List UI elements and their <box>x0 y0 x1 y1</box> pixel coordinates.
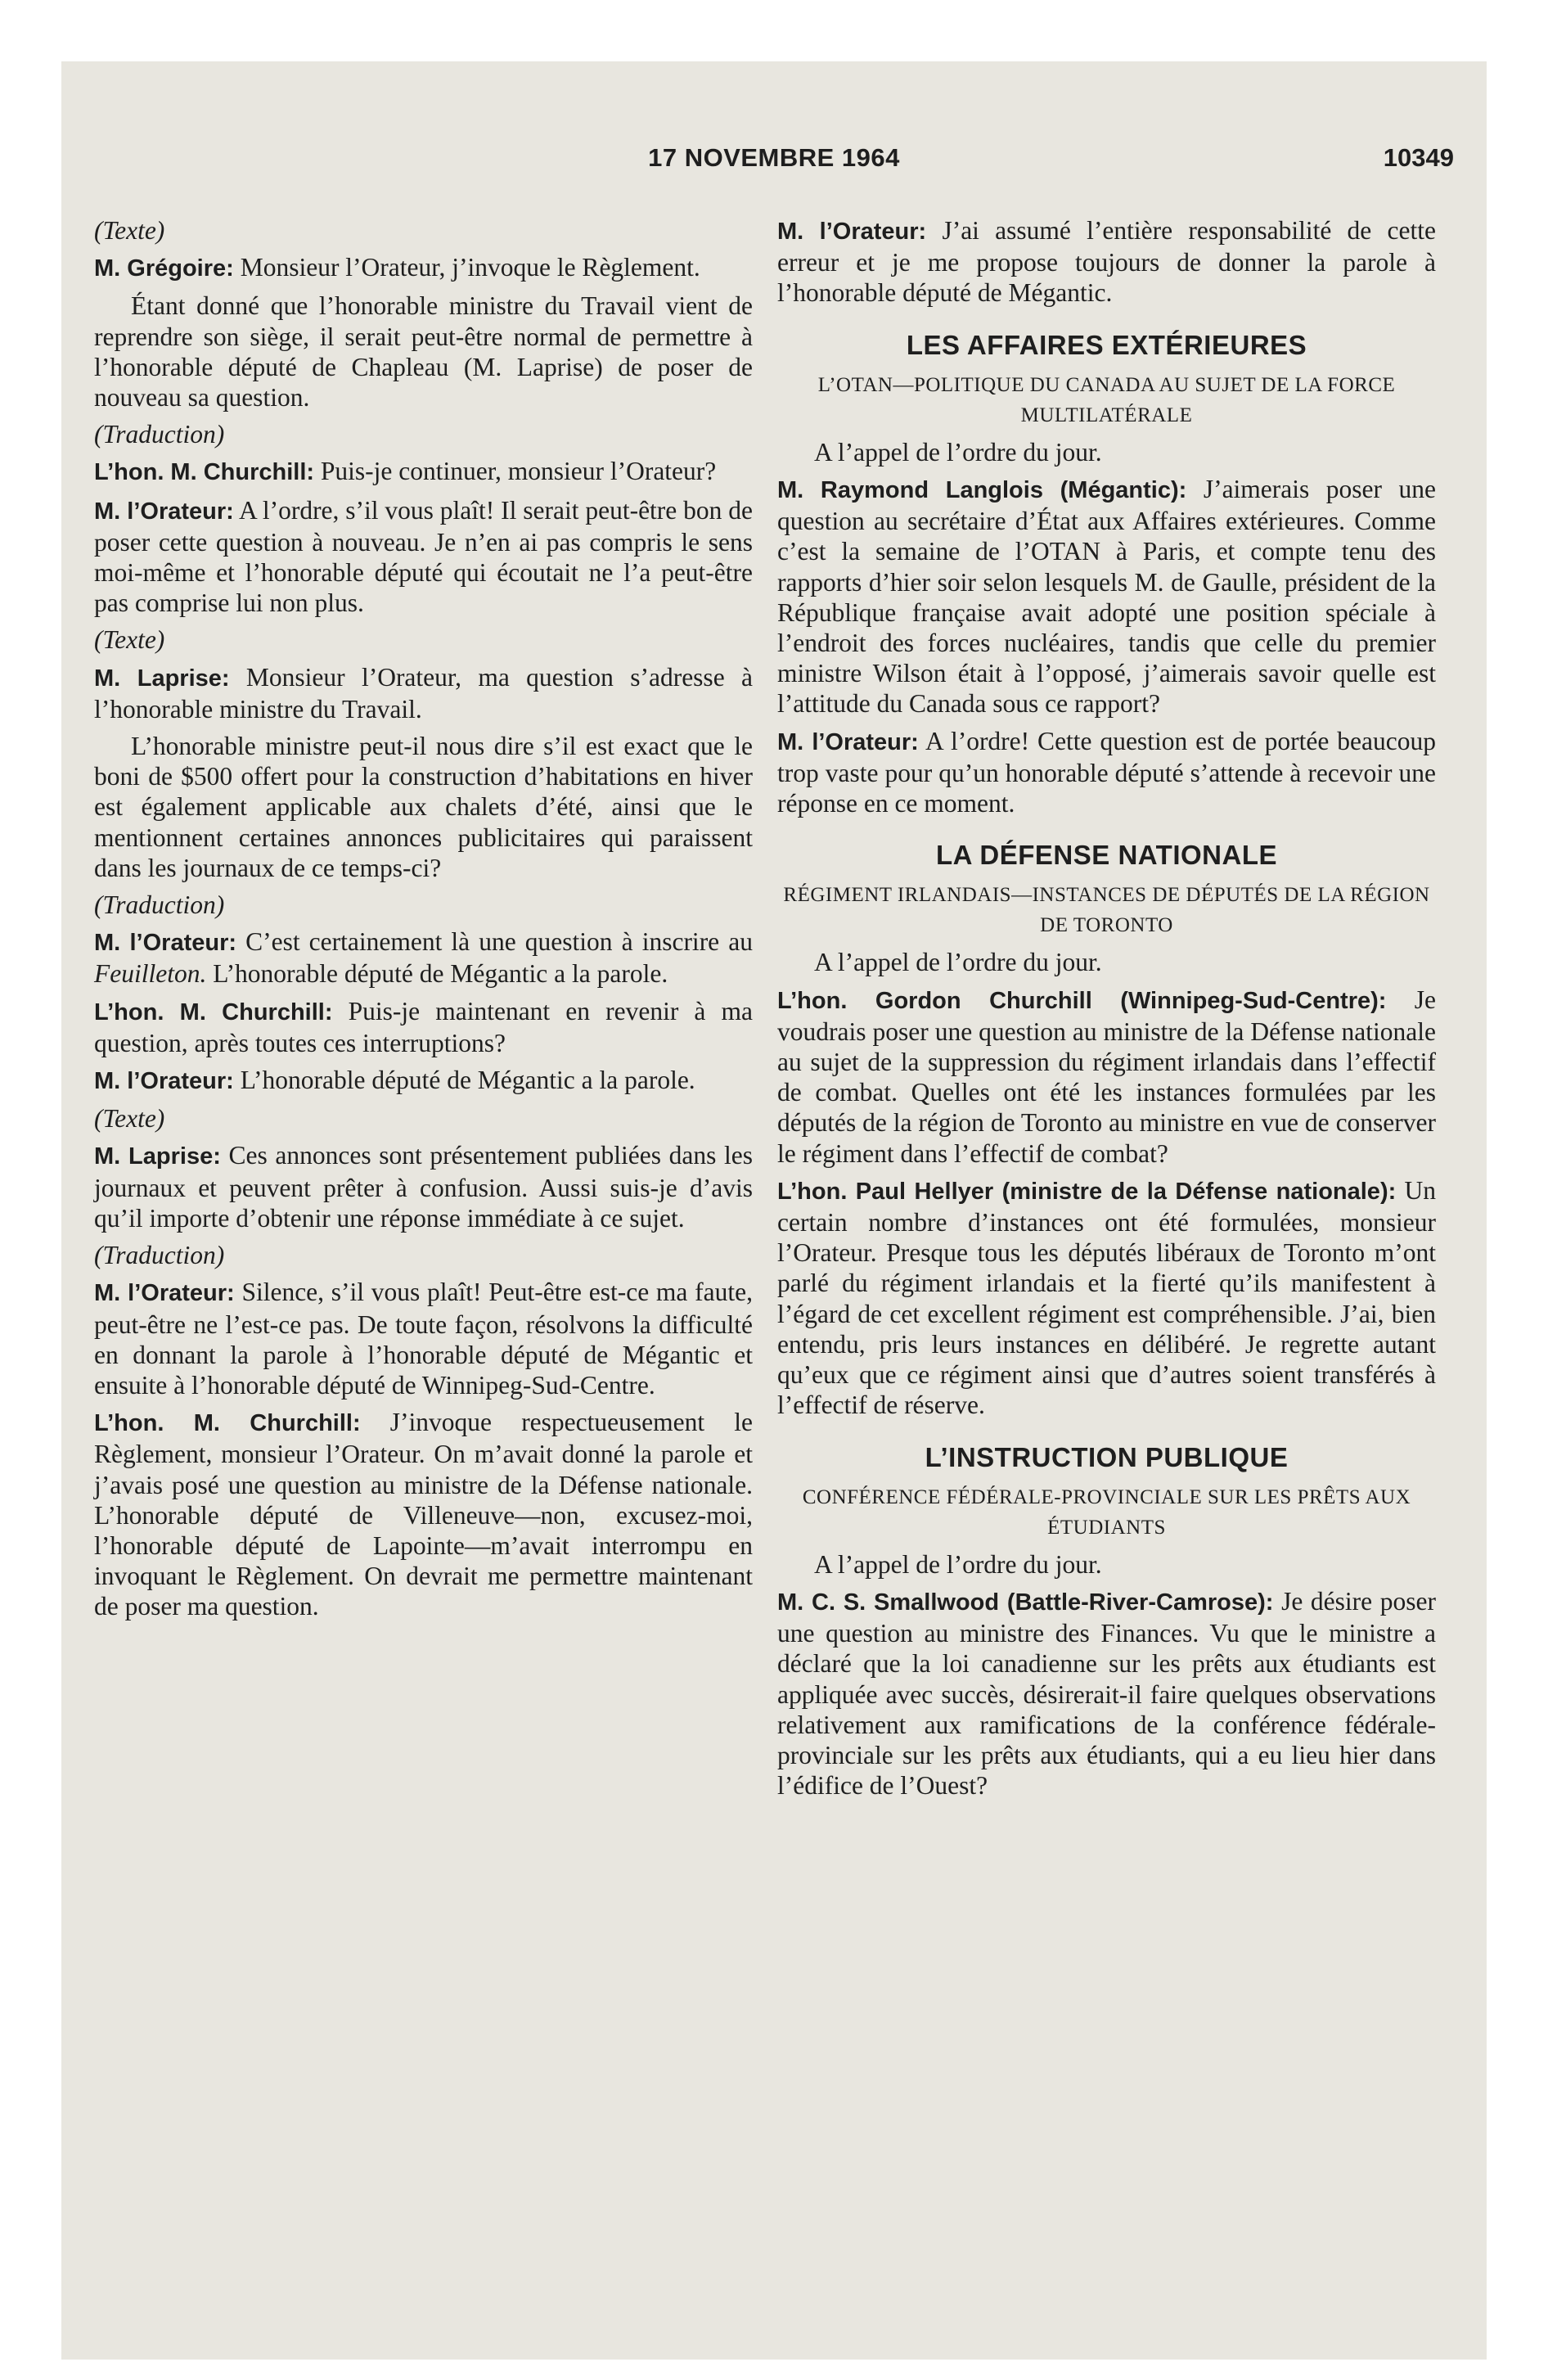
speech-paragraph: Étant donné que l’honorable ministre du Travail vient de reprendre son siège, il serait peut-être normal de permettre à l’honorable député de Chapleau (M. Laprise) de poser de nouveau sa question. <box>94 291 753 412</box>
speech-paragraph <box>94 252 753 284</box>
section-heading: LES AFFAIRES EXTÉRIEURES <box>906 329 1307 360</box>
speech-paragraph <box>94 662 753 724</box>
speech-text: L’honorable député de Mégantic a la parole. <box>233 1066 695 1095</box>
speech-paragraph <box>94 1140 753 1233</box>
speech-text: C’est certainement là une question à inscrire au <box>236 927 753 957</box>
speech-paragraph <box>94 495 753 619</box>
left-column <box>94 215 753 1629</box>
speech-paragraph <box>94 1065 753 1097</box>
speech-text: Monsieur l’Orateur, ma question s’adresse à l’honorable ministre du Travail. <box>94 662 753 723</box>
speaker-name: M. C. S. Smallwood (Battle-River-Camrose): <box>777 1589 1274 1616</box>
speaker-name: M. Laprise: <box>94 1143 221 1170</box>
header-date: 17 NOVEMBRE 1964 <box>648 143 900 172</box>
speech-paragraph: L’honorable ministre peut-il nous dire s’il est exact que le boni de $500 offert pour la construction d’habitations en hiver est également applicable aux chalets d’été, ainsi que le mentionnent certaines annonces publicitaires qui paraissent dans les journaux de ce temps-ci? <box>94 732 753 882</box>
speech-text: Je désire poser une question au ministre des Finances. Vu que le ministre a déclaré que la loi canadienne sur les prêts aux étudiants est appliquée avec succès, désirerait-il faire quelques observations relativement aux ramifications de la conférence fédérale-provinciale sur les prêts aux étudiants, qui a eu lieu hier dans l’édifice de l’Ouest? <box>777 1586 1436 1801</box>
speech-text: Monsieur l’Orateur, j’invoque le Règlement. <box>233 253 700 282</box>
speech-paragraph: A l’appel de l’ordre du jour. <box>814 1549 1102 1579</box>
speech-text: J’aimerais poser une question au secrétaire d’État aux Affaires extérieures. Comme c’est la semaine de l’OTAN à Paris, et compte tenu des rapports d’hier soir selon lesquels M. de Gaulle, président de la République française avait adopté une position spéciale à l’endroit des forces nucléaires, tandis que celle du premier ministre Wilson était à l’opposé, j’aimerais savoir quelle est l’attitude du Canada sous ce rapport? <box>777 475 1436 719</box>
speech-paragraph <box>94 1277 753 1400</box>
speaker-name: L’hon. Gordon Churchill (Winnipeg-Sud-Centre): <box>777 987 1387 1014</box>
speaker-name: M. l’Orateur: <box>94 1280 235 1307</box>
page-number: 10349 <box>1383 143 1454 172</box>
speech-text: Un certain nombre d’instances ont été formulées, monsieur l’Orateur. Presque tous les députés libéraux de Toronto m’ont parlé du régiment irlandais et la fierté qu’ils manifestent à l’égard de cet excellent régiment est compréhensible. J’ai, bien entendu, pris leurs instances en délibéré. Je regrette autant qu’eux que ce régiment ainsi que d’autres soient transférés à l’effectif de réserve. <box>777 1175 1437 1420</box>
speech-text: Silence, s’il vous plaît! Peut-être est-ce ma faute, peut-être ne l’est-ce pas. De toute façon, résolvons la difficulté en donnant la parole à l’honorable député de Mégantic et ensuite à l’honorable député de Winnipeg-Sud-Centre. <box>94 1278 753 1400</box>
speaker-name: M. l’Orateur: <box>94 498 234 525</box>
speaker-name: M. l’Orateur: <box>777 728 919 755</box>
speech-paragraph <box>777 1586 1436 1801</box>
right-column <box>777 215 1436 1807</box>
speech-text: A l’ordre! Cette question est de portée beaucoup trop vaste pour qu’un honorable député s’attende à recevoir une réponse en ce moment. <box>777 726 1436 818</box>
speech-paragraph <box>777 474 1436 719</box>
language-tag: (Traduction) <box>94 890 225 920</box>
section-heading: L’INSTRUCTION PUBLIQUE <box>925 1441 1289 1472</box>
speaker-name: M. l’Orateur: <box>94 930 237 957</box>
speech-text: A l’ordre, s’il vous plaît! Il serait peut-être bon de poser cette question à nouveau. Je n’en ai pas compris le sens moi-même et l’honorable député qui écoutait ne l’a peut-être pas comprise lui non plus. <box>94 495 754 618</box>
speech-paragraph: A l’appel de l’ordre du jour. <box>814 948 1102 977</box>
document-page <box>61 61 1487 2360</box>
speech-text: J’ai assumé l’entière responsabilité de cette erreur et je me propose toujours de donner la parole à l’honorable député de Mégantic. <box>777 216 1436 308</box>
speech-paragraph <box>777 726 1436 819</box>
speech-text: Ces annonces sont présentement publiées dans les journaux et peuvent prêter à confusion. Aussi suis-je d’avis qu’il importe d’obtenir une réponse immédiate à ce sujet. <box>94 1141 753 1233</box>
speaker-name: L’hon. Paul Hellyer (ministre de la Défense nationale): <box>777 1178 1397 1205</box>
speech-paragraph <box>94 456 753 488</box>
speech-text: Puis-je continuer, monsieur l’Orateur? <box>314 457 717 486</box>
section-subheading: CONFÉRENCE FÉDÉRALE-PROVINCIALE SUR LES PRÊTS AUX ÉTUDIANTS <box>802 1485 1411 1539</box>
speech-paragraph <box>777 985 1436 1169</box>
speech-paragraph <box>94 996 753 1058</box>
language-tag: (Traduction) <box>94 1241 225 1270</box>
speaker-name: M. Laprise: <box>94 665 230 692</box>
speaker-name: L’hon. M. Churchill: <box>94 998 333 1025</box>
page-header <box>94 143 1454 192</box>
language-tag: (Texte) <box>94 1104 165 1134</box>
language-tag: (Texte) <box>94 216 165 245</box>
section-heading: LA DÉFENSE NATIONALE <box>935 840 1277 871</box>
feuilleton-italic: Feuilleton. <box>94 959 207 989</box>
speech-text: L’honorable député de Mégantic a la parole. <box>206 959 668 989</box>
speech-paragraph <box>777 215 1436 309</box>
speaker-name: L’hon. M. Churchill: <box>94 1410 361 1437</box>
language-tag: (Traduction) <box>94 420 225 449</box>
speaker-name: M. Grégoire: <box>94 255 234 282</box>
language-tag: (Texte) <box>94 625 165 655</box>
speaker-name: M. l’Orateur: <box>777 219 927 245</box>
speech-paragraph: A l’appel de l’ordre du jour. <box>814 437 1102 467</box>
speech-paragraph <box>94 1407 753 1621</box>
speech-paragraph <box>94 926 753 989</box>
speaker-name: L’hon. M. Churchill: <box>94 459 315 486</box>
speech-text: Puis-je maintenant en revenir à ma question, après toutes ces interruptions? <box>94 996 753 1057</box>
section-subheading: RÉGIMENT IRLANDAIS—INSTANCES DE DÉPUTÉS DE LA RÉGION DE TORONTO <box>783 884 1430 937</box>
speaker-name: M. Raymond Langlois (Mégantic): <box>777 477 1187 504</box>
speech-text: Je voudrais poser une question au ministre de la Défense nationale au sujet de la suppression du régiment irlandais dans l’effectif de combat. Quelles ont été les instances formulées par les députés de la région de Toronto au ministre en vue de conserver le régiment dans l’effectif de combat? <box>777 985 1436 1168</box>
section-subheading: L’OTAN—POLITIQUE DU CANADA AU SUJET DE LA FORCE MULTILATÉRALE <box>817 373 1396 426</box>
speaker-name: M. l’Orateur: <box>94 1068 234 1095</box>
speech-text: J’invoque respectueusement le Règlement, monsieur l’Orateur. On m’avait donné la parole et j’avais posé une question au ministre de la Défense nationale. L’honorable député de Villeneuve—non, excusez-moi, l’honorable député de Lapointe—m’avait interrompu en invoquant le Règlement. On devrait me permettre maintenant de poser ma question. <box>94 1408 753 1621</box>
speech-paragraph <box>777 1175 1436 1421</box>
